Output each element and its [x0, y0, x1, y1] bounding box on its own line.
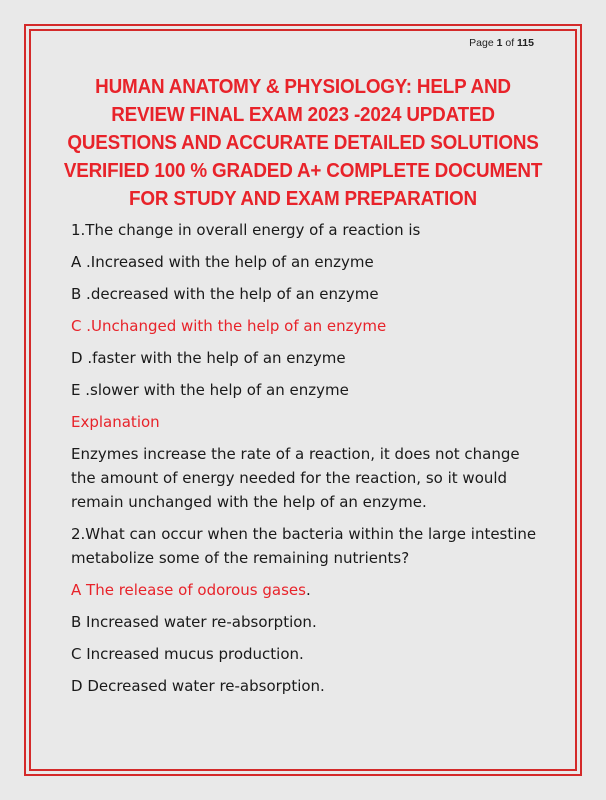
q1-option-d: D .faster with the help of an enzyme [71, 349, 346, 367]
page-current: 1 [496, 37, 503, 49]
q1-option-c-correct: C .Unchanged with the help of an enzyme [71, 317, 387, 335]
page-of: of [505, 37, 515, 49]
q2-option-c: C Increased mucus production. [71, 645, 304, 663]
document-title [61, 73, 545, 213]
title-line: VERIFIED 100 % GRADED A+ COMPLETE DOCUMENT [63, 159, 543, 182]
title-line: QUESTIONS AND ACCURATE DETAILED SOLUTIONS [67, 131, 539, 154]
q2-option-d: D Decreased water re-absorption. [71, 677, 325, 695]
q2-option-a-correct: A The release of odorous gases [71, 581, 306, 599]
question-1: 1.The change in overall energy of a reaction is [71, 221, 421, 239]
q1-option-e: E .slower with the help of an enzyme [71, 381, 349, 399]
q2-option-b: B Increased water re-absorption. [71, 613, 317, 631]
q1-option-b: B .decreased with the help of an enzyme [71, 285, 379, 303]
title-line: HUMAN ANATOMY & PHYSIOLOGY: HELP AND [95, 75, 511, 98]
page-prefix: Page [469, 37, 494, 49]
page-total: 115 [517, 37, 534, 49]
q2-option-a-suffix: . [305, 581, 311, 599]
q2-option-a-row [71, 578, 541, 602]
q1-option-a: A .Increased with the help of an enzyme [71, 253, 374, 271]
title-line: REVIEW FINAL EXAM 2023 -2024 UPDATED [111, 103, 495, 126]
page-number [469, 37, 534, 49]
question-2: 2.What can occur when the bacteria within the large intestine metabolize some of the remaining nutrients? [71, 525, 537, 567]
title-line: FOR STUDY AND EXAM PREPARATION [129, 187, 477, 210]
q1-explanation-text: Enzymes increase the rate of a reaction, it does not change the amount of energy needed for the reaction, so it would remain unchanged with the help of an enzyme. [71, 445, 520, 511]
document-body [71, 218, 541, 706]
q1-explanation-label: Explanation [71, 413, 160, 431]
